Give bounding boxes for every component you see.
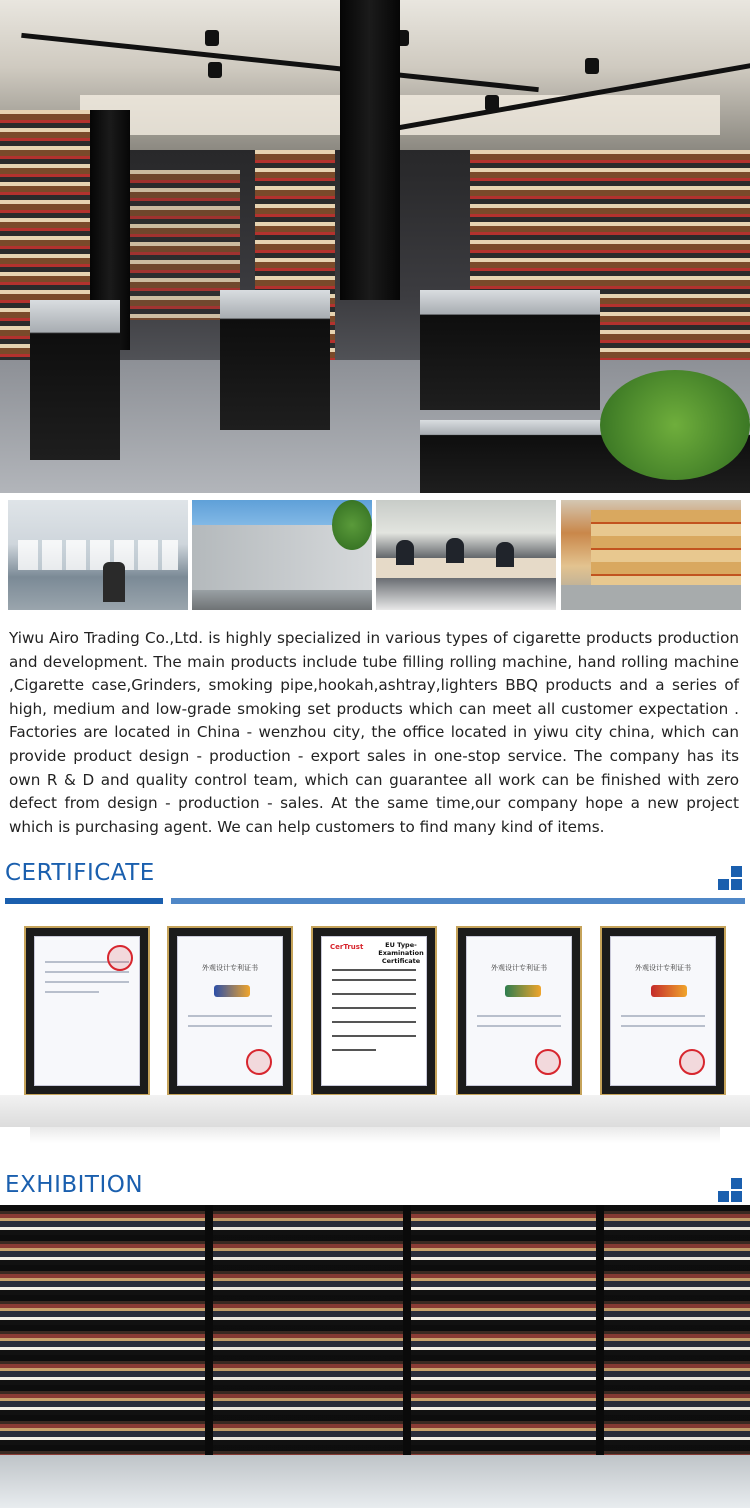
certificate-seal <box>107 945 133 971</box>
torch-product-image <box>214 985 250 997</box>
certificate-frame: 外观设计专利证书 <box>600 926 726 1096</box>
factory-building-photo <box>192 500 372 610</box>
certificate-frame: CerTrust EU Type-Examination Certificate <box>311 926 437 1096</box>
certrust-logo: CerTrust <box>330 943 364 951</box>
spotlight-icon <box>208 62 222 78</box>
certificate-seal <box>246 1049 272 1075</box>
certificate-frame <box>24 926 150 1096</box>
grid-squares-icon <box>718 1178 744 1204</box>
assembly-workers-photo <box>376 500 556 610</box>
section-rule <box>171 898 745 904</box>
spotlight-icon <box>205 30 219 46</box>
display-shelf <box>0 1095 750 1127</box>
torch-product-image <box>651 985 687 997</box>
certificate-frame: 外观设计专利证书 <box>167 926 293 1096</box>
grid-squares-icon <box>718 866 744 892</box>
company-introduction: Yiwu Airo Trading Co.,Ltd. is highly specialized in various types of cigarette products production and development. The main products include tube filling rolling machine, hand rolling machine ,Cigarette case,Grinders, smoking pipe,hookah,ashtray,lighters BBQ products and a series of high, medium and low-grade smoking set products which can meet all customer expectation . Factories are located in China - wenzhou city, the office located in yiwu city china, which can provide product design - production - export sales in one-stop service. The company has its own R & D and quality control team, which can guarantee all work can be finished with zero defect from design - production - sales. At the same time,our company hope a new project which is purchasing agent. We can help customers to find many kind of items. <box>9 629 739 836</box>
torch-product-image <box>505 985 541 997</box>
spotlight-icon <box>585 58 599 74</box>
potted-plant <box>600 370 750 480</box>
certificate-seal <box>679 1049 705 1075</box>
warehouse-photo <box>561 500 741 610</box>
section-rule <box>5 898 163 904</box>
section-title-certificate: CERTIFICATE <box>5 860 155 886</box>
certificate-frame: 外观设计专利证书 <box>456 926 582 1096</box>
section-title-exhibition: EXHIBITION <box>5 1172 144 1198</box>
office-photo <box>8 500 188 610</box>
spotlight-icon <box>485 95 499 111</box>
showroom-photo <box>0 0 750 493</box>
certificate-seal <box>535 1049 561 1075</box>
glass-display-case <box>0 1455 750 1508</box>
exhibition-photo <box>0 1205 750 1508</box>
